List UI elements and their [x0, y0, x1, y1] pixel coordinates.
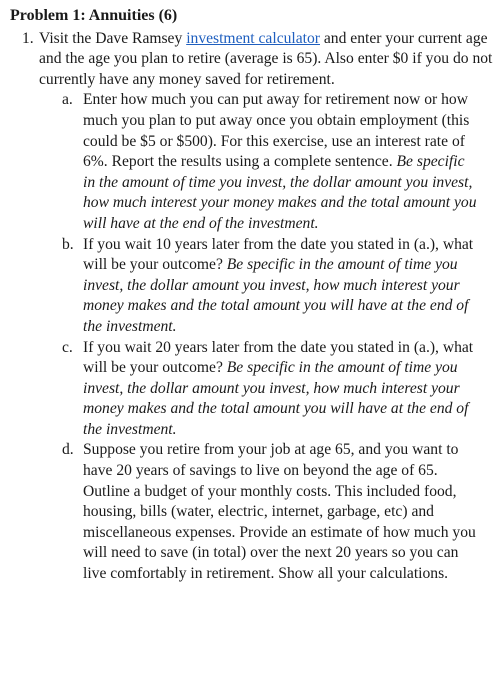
part-a-letter: a. — [62, 91, 73, 109]
part-d — [10, 440, 477, 584]
part-c — [10, 338, 477, 441]
part-b-text: If you wait 10 years later from the date you stated in (a.), what will be your outcome? — [83, 235, 474, 274]
question-1-text-start: Visit the Dave Ramsey — [39, 29, 187, 47]
part-d-letter: d. — [62, 441, 74, 459]
part-c-italic: Be specific in the amount of time you invest, the dollar amount you invest, how much interest your money makes and the total amount you will have at the end of the investment. — [83, 359, 469, 438]
part-a-italic: Be specific in the amount of time you invest, the dollar amount you invest, how much interest your money makes and the total amount you will have at the end of the investment. — [83, 153, 477, 232]
part-a — [10, 90, 477, 234]
part-a-text: Enter how much you can put away for retirement now or how much you plan to put away once you obtain employment (this could be $5 or $500). For this exercise, use an interest rate of 6%. Report the results using a complete sentence. — [83, 91, 470, 171]
part-c-text: If you wait 20 years later from the date you stated in (a.), what will be your outcome? — [83, 338, 474, 377]
question-1-number: 1. — [22, 29, 34, 47]
problem-title: Problem 1: Annuities (6) — [10, 7, 178, 24]
question-1 — [10, 29, 493, 91]
part-c-letter: c. — [62, 338, 73, 356]
investment-calculator-link[interactable]: investment calculator — [186, 29, 320, 47]
part-b-letter: b. — [62, 235, 74, 253]
part-d-text: Suppose you retire from your job at age 65, and you want to have 20 years of savings to live on beyond the age of 65. Outline a budget of your monthly costs. This included food, housing, bills (water, electric, internet, garbage, etc) and miscellaneous expenses. Provide an estimate of how much you will need to save (in total) over the next 20 years so you can live comfortably in retirement. Show all your calculations. — [83, 441, 476, 583]
part-b-italic: Be specific in the amount of time you invest, the dollar amount you invest, how much interest your money makes and the total amount you will have at the end of the investment. — [83, 256, 469, 335]
part-b — [10, 235, 477, 338]
question-1-text-end: and enter your current age and the age you plan to retire (average is 65). Also enter $0 if you do not currently have any money saved for retirement. — [39, 29, 493, 88]
